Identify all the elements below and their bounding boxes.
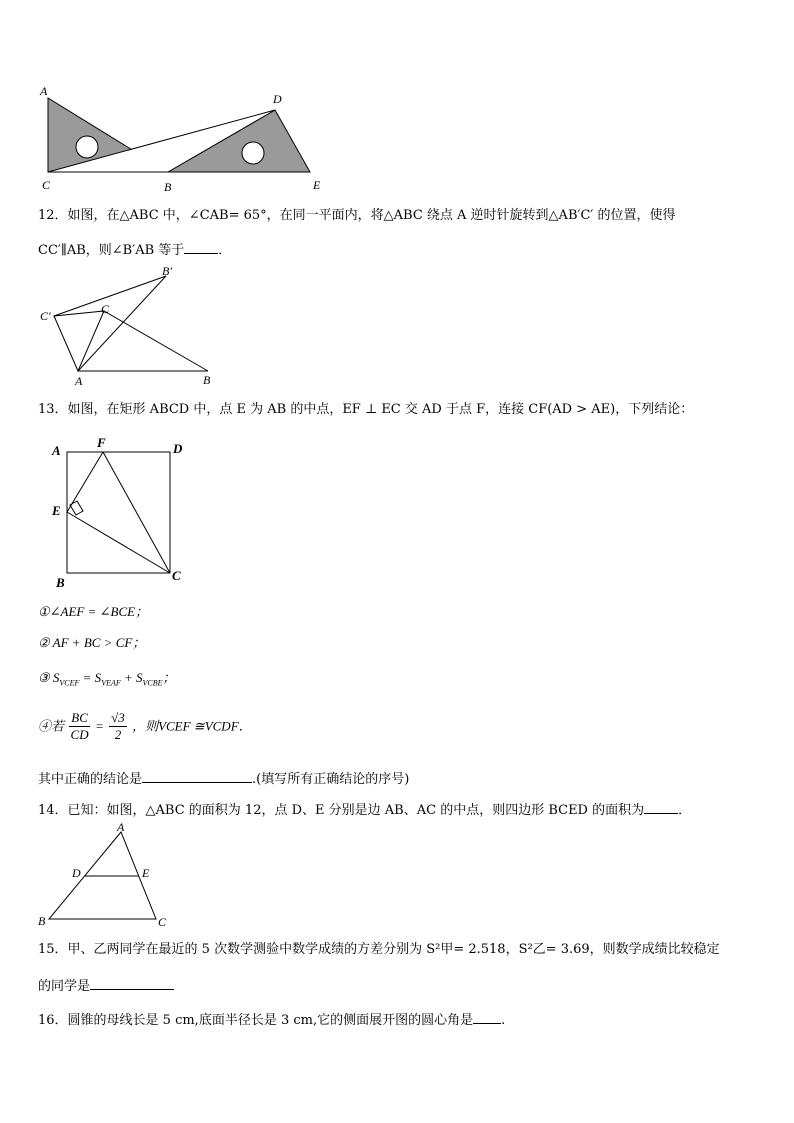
label-C: C [172,568,181,583]
q15-answer-blank[interactable] [90,977,174,990]
label-B: B [38,914,46,928]
label-A: A [40,84,48,98]
figure-triangles-q11 [30,85,340,200]
c3-pre: ③ S [38,670,60,685]
c3-mid1: = S [79,670,102,685]
q12-line2-text: CC′∥AB，则∠B′AB 等于 [38,243,185,258]
q13-conclusion-3 [38,669,176,693]
c4-pre: ④若 [38,718,65,734]
frac-den: CD [70,727,89,742]
label-A: A [117,820,125,834]
fraction-bc-cd [69,710,90,743]
q13-answer-post: .(填写所有正确结论的序号) [252,772,410,787]
frac-num2: √3 [111,710,125,725]
figure-triangle-q14 [36,822,176,932]
q12-line2 [38,241,231,260]
frac-den2: 2 [114,727,122,742]
hole-circle-right [242,142,264,164]
label-A: A [52,443,61,458]
label-B: B [164,180,172,194]
q14-answer-blank[interactable] [644,801,678,814]
c3-end: ； [162,670,176,685]
fraction-sqrt3-2 [109,710,127,743]
q14-text: 14．已知：如图，△ABC 的面积为 12，点 D、E 分别是边 AB、AC 的中点，则四边形 BCED 的面积为 [38,803,645,818]
q13-answer [38,770,409,789]
label-C-prime: C′ [40,309,51,323]
q13-stem: 13．如图，在矩形 ABCD 中，点 E 为 AB 的中点，EF ⊥ EC 交 AD 于点 F，连接 CF(AD > AE)，下列结论： [38,402,694,417]
frac-num: BC [71,710,88,725]
q14-line [38,801,691,820]
q13-conclusion-1: ①∠AEF = ∠BCE； [38,604,149,619]
c3-sub1: VCEF [59,678,80,688]
q16-text: 16．圆锥的母线长是 5 cm,底面半径长是 3 cm,它的侧面展开图的圆心角是 [38,1013,474,1028]
label-A: A [75,374,83,388]
label-D: D [173,441,183,456]
c4-eq: = [95,718,104,734]
figure-rotation-q12 [38,264,218,388]
label-E: E [52,503,61,518]
label-B-prime: B′ [162,264,172,278]
c3-sub2: VEAF [101,678,121,688]
q15-line1: 15．甲、乙两同学在最近的 5 次数学测验中数学成绩的方差分别为 S²甲= 2.518，S²乙= 3.69，则数学成绩比较稳定 [38,942,720,957]
q15-line2-text: 的同学是 [38,979,91,994]
label-D: D [72,866,81,880]
label-E: E [313,178,321,192]
q15-line2 [38,977,174,996]
c4-post: ，则VCEF ≅VCDF． [132,718,252,734]
q13-conclusion-4 [38,710,252,743]
q12-answer-blank[interactable] [184,241,218,254]
q16-answer-blank[interactable] [473,1011,501,1024]
label-E: E [142,866,150,880]
label-F: F [97,435,106,450]
c3-sub3: VCBE [142,678,163,688]
label-C: C [101,302,110,316]
q14-end: ． [678,803,692,818]
label-C: C [158,915,167,929]
c3-mid2: + S [120,670,143,685]
q13-answer-blank[interactable] [142,770,252,783]
q13-conclusion-2: ② AF + BC > CF； [38,635,146,650]
label-C: C [42,178,51,192]
hole-circle-left [76,136,98,158]
q16-line [38,1011,505,1030]
q12-line1: 12．如图，在△ABC 中，∠CAB= 65°，在同一平面内，将△ABC 绕点 A 逆时针旋转到△AB′C′ 的位置，使得 [38,208,676,223]
q13-answer-pre: 其中正确的结论是 [38,772,143,787]
label-D: D [273,92,282,106]
figure-rectangle-q13 [50,435,200,590]
label-B: B [203,373,211,387]
label-B: B [56,575,65,590]
q12-line2-end: ． [218,243,232,258]
q16-end: . [501,1013,506,1028]
